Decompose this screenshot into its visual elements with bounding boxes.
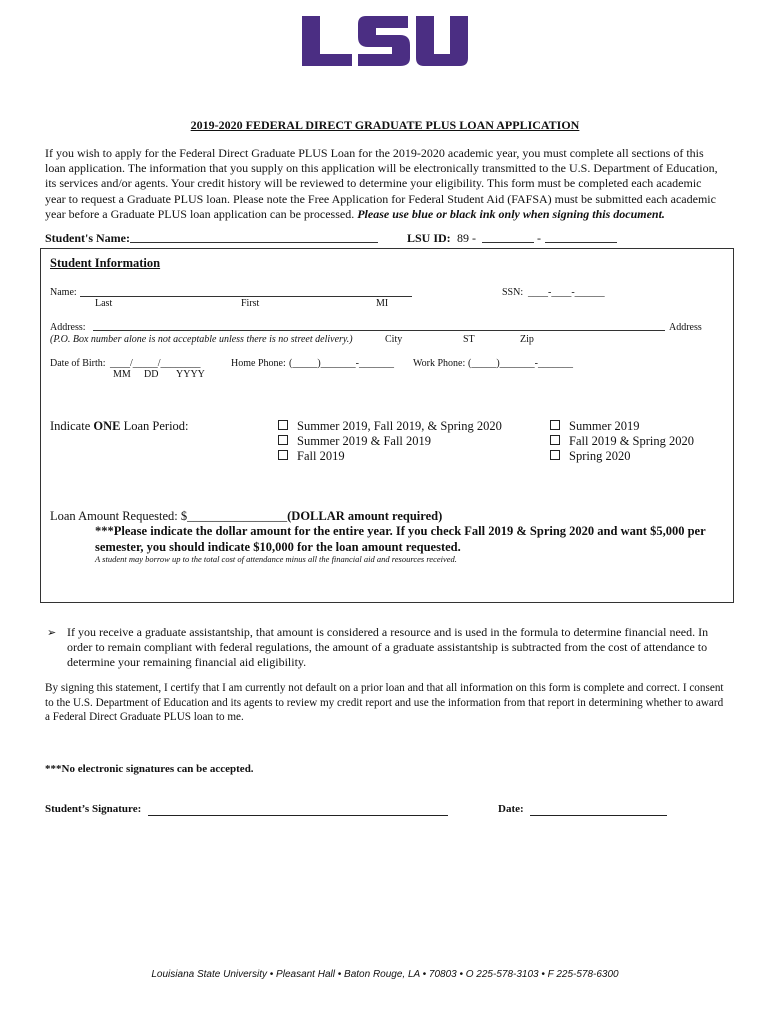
intro-paragraph: If you wish to apply for the Federal Direct Graduate PLUS Loan for the 2019-2020 academic year, you must complete all sections of this loan application. The information that you supply on this application will be electronically transmitted to the U.S. Department of Education, its services and/or agents. Your credit history will be reviewed to determine your eligibility. This form must be completed each academic year to request a Graduate PLUS loan. Please note the Free Application for Federal Student Aid (FAFSA) must be submitted each academic year before a Graduate PLUS loan application can be processed. Please use blue or black ink only when signing this document.	[45, 146, 718, 221]
loan-option-fall[interactable]: Fall 2019	[278, 449, 345, 464]
student-info-heading: Student Information	[50, 256, 161, 270]
no-electronic-signature-note: ***No electronic signatures can be accepted.	[45, 763, 254, 775]
address-caption: Address	[669, 322, 702, 333]
city-caption: City	[385, 334, 403, 345]
mi-caption: MI	[376, 298, 389, 309]
lsu-id-field-1[interactable]	[482, 231, 534, 243]
lsu-id-dash: -	[537, 231, 541, 245]
address-field[interactable]	[93, 320, 665, 331]
dob-label: Date of Birth:	[50, 358, 106, 369]
lsu-id-field-2[interactable]	[545, 231, 617, 243]
loan-option-summer-fall[interactable]: Summer 2019 & Fall 2019	[278, 434, 431, 449]
arrow-bullet-icon: ➢	[47, 627, 57, 639]
lsu-logo	[300, 14, 470, 68]
address-label: Address:	[50, 322, 86, 333]
po-box-note: (P.O. Box number alone is not acceptable unless there is no street delivery.)	[50, 334, 353, 345]
checkbox-icon[interactable]	[550, 450, 560, 460]
zip-caption: Zip	[520, 334, 534, 345]
certification-statement: By signing this statement, I certify that I am currently not default on a prior loan and that all information on this form is complete and correct. I consent to the U.S. Department of Education and its agents to review my credit report and use the information from that report in determining whether to award a Federal Direct Graduate PLUS loan to me.	[45, 682, 724, 723]
checkbox-icon[interactable]	[278, 420, 288, 430]
home-phone-label: Home Phone:	[231, 358, 286, 369]
loan-amount-label: Loan Amount Requested: $	[50, 509, 188, 523]
home-phone-field[interactable]: (_____)_______-_______	[289, 358, 394, 369]
first-caption: First	[241, 298, 260, 309]
loan-option-fall-spring[interactable]: Fall 2019 & Spring 2020	[550, 434, 694, 449]
date-label: Date:	[498, 803, 524, 815]
loan-period-label: Indicate ONE Loan Period:	[50, 419, 189, 433]
date-field[interactable]	[530, 801, 667, 816]
assistantship-note: If you receive a graduate assistantship, that amount is considered a resource and is used in the formula to determine financial need. In order to remain compliant with federal regulations, the amount of a graduate assistantship is subtracted from the cost of attendance to determine your remaining financial aid eligibility.	[67, 625, 709, 669]
work-phone-label: Work Phone:	[413, 358, 466, 369]
yyyy-caption: YYYY	[176, 369, 205, 380]
loan-option-summer[interactable]: Summer 2019	[550, 419, 639, 434]
footer-contact: Louisiana State University • Pleasant Hall • Baton Rouge, LA • 70803 • O 225-578-3103 • F 225-578-6300	[151, 969, 619, 980]
work-phone-field[interactable]: (_____)_______-_______	[468, 358, 573, 369]
loan-amount-row	[50, 509, 442, 524]
ink-instruction: Please use blue or black ink only when signing this document.	[357, 206, 665, 221]
student-name-field[interactable]	[130, 231, 378, 243]
signature-field[interactable]	[148, 801, 448, 816]
dollar-required-note: (DOLLAR amount required)	[287, 509, 443, 523]
checkbox-icon[interactable]	[550, 435, 560, 445]
dob-field[interactable]: ____/_____/________	[110, 358, 201, 369]
loan-option-spring[interactable]: Spring 2020	[550, 449, 630, 464]
signature-label: Student’s Signature:	[45, 803, 142, 815]
dd-caption: DD	[144, 369, 159, 380]
mm-caption: MM	[113, 369, 131, 380]
form-title: 2019-2020 FEDERAL DIRECT GRADUATE PLUS LOAN APPLICATION	[190, 118, 580, 132]
lsu-id-label: LSU ID:	[407, 231, 451, 245]
last-caption: Last	[95, 298, 113, 309]
ssn-field[interactable]: ____-____-______	[528, 287, 605, 298]
state-caption: ST	[463, 334, 475, 345]
loan-option-summer-fall-spring[interactable]: Summer 2019, Fall 2019, & Spring 2020	[278, 419, 502, 434]
ssn-label: SSN:	[502, 287, 524, 298]
checkbox-icon[interactable]	[278, 450, 288, 460]
cost-of-attendance-note: A student may borrow up to the total cost of attendance minus all the financial aid and resources received.	[95, 554, 457, 564]
lsu-id-prefix: 89 -	[457, 231, 476, 245]
loan-amount-instructions: ***Please indicate the dollar amount for the entire year. If you check Fall 2019 & Spring 2020 and want $5,000 per semester, you should indicate $10,000 for the loan amount requested.	[95, 524, 706, 554]
checkbox-icon[interactable]	[550, 420, 560, 430]
student-name-label: Student's Name:	[45, 231, 131, 245]
checkbox-icon[interactable]	[278, 435, 288, 445]
name-field[interactable]	[80, 286, 412, 297]
loan-amount-field[interactable]: ________________	[187, 509, 288, 523]
name-label: Name:	[50, 287, 77, 298]
